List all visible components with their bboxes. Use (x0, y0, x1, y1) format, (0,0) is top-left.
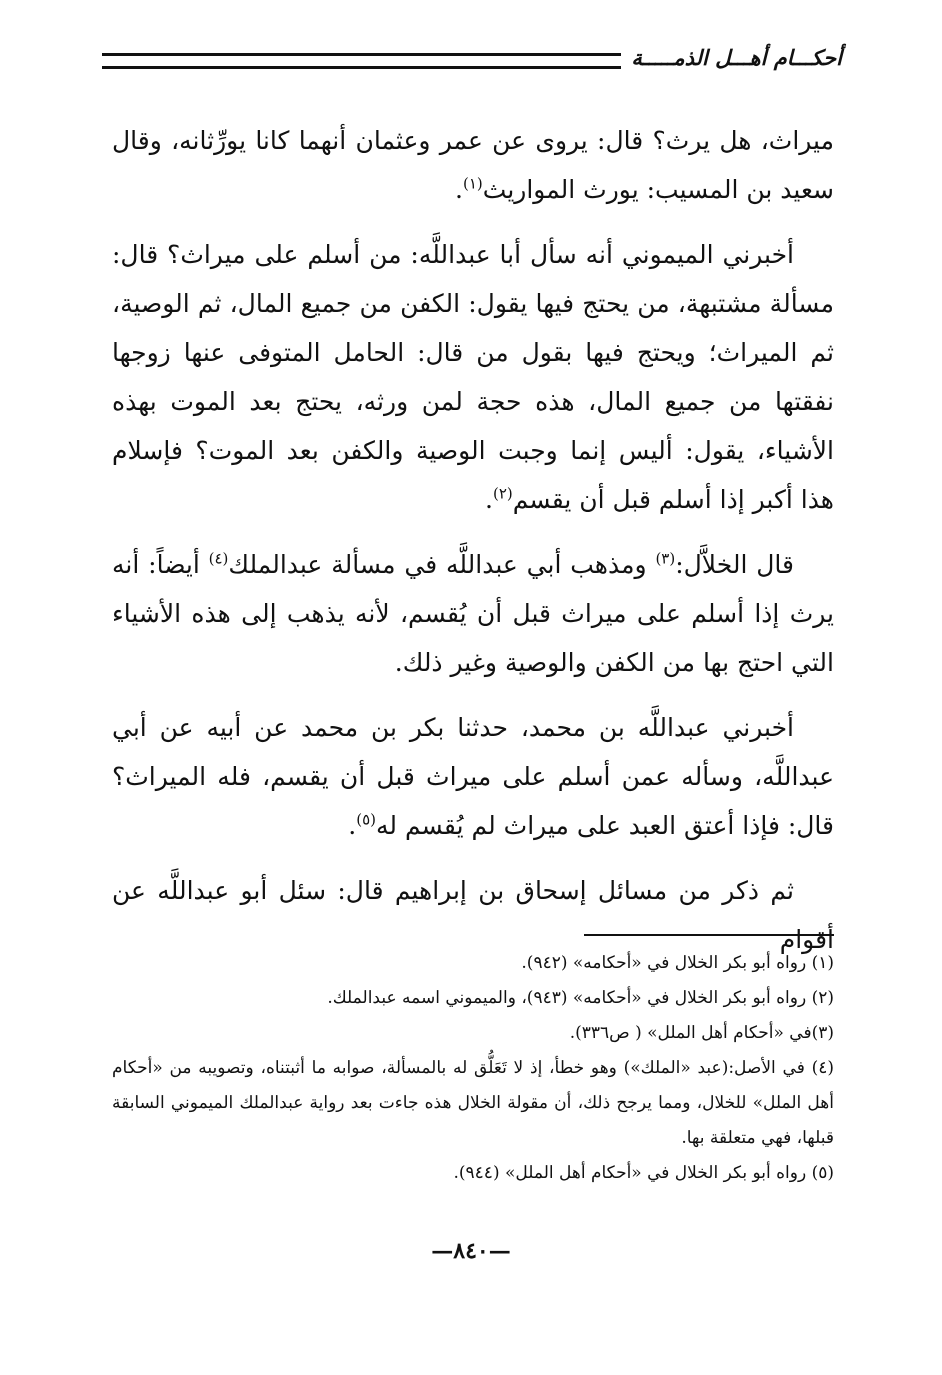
main-text (112, 116, 834, 980)
header-double-rule (102, 53, 621, 69)
paragraph-3: قال الخلاَّل:$^{(٣)}$ ومذهب أبي عبداللَّه في مسألة عبدالملك$^{(٤)}$ أيضاً: أنه يرث إذا أسلم على ميراث قبل أن يُقسم، لأنه يذهب إلى هذه الأشياء التي احتج بها من الكفن والوصية وغير ذلك. (112, 549, 834, 677)
footnote-ref-2: (٢) (492, 484, 513, 503)
footnotes (112, 946, 834, 1191)
footnote-separator (584, 934, 834, 936)
footnote-3: (٣)في «أحكام أهل الملل» ( ص٣٣٦). (569, 1023, 834, 1043)
footnote-4: (٤) في الأصل:(عبد «الملك») وهو خطأ، إذ لا تَعَلُّق له بالمسألة، صوابه ما أثبتناه، وتصويبه من «أحكام أهل الملل» للخلال، ومما يرجح ذلك، أن مقولة الخلال هذه جاءت بعد رواية عبدالملك الميموني السابقة قبلها، فهي متعلقة بها. (112, 1058, 834, 1148)
footnote-5: (٥) رواه أبو بكر الخلال في «أحكام أهل الملل» (٩٤٤). (453, 1163, 834, 1183)
running-header (102, 38, 842, 78)
header-title: أحكـــام أهـــل الذمـــــة (631, 46, 842, 70)
footnote-1: (١) رواه أبو بكر الخلال في «أحكامه» (٩٤٢). (521, 953, 834, 973)
footnote-ref-1: (١) (462, 174, 483, 193)
paragraph-2: أخبرني الميموني أنه سأل أبا عبداللَّه: من أسلم على ميراث؟ قال: مسألة مشتبهة، من يحتج فيها يقول: الكفن من جميع المال، ثم الوصية، ثم الميراث؛ ويحتج فيها بقول من قال: الحامل المتوفى عنها زوجها نفقتها من جميع المال، هذه حجة لمن ورثه، يحتج بعد الموت بهذه الأشياء، يقول: أليس إنما وجبت الوصية والكفن بعد الموت؟ فإسلام هذا أكبر إذا أسلم قبل أن يقسم$^{(٢)}$. (112, 240, 834, 514)
paragraph-5: ثم ذكر من مسائل إسحاق بن إبراهيم قال: سئل أبو عبداللَّه عن أقوام (112, 876, 834, 954)
paragraph-4: أخبرني عبداللَّه بن محمد، حدثنا بكر بن محمد عن أبيه عن أبي عبداللَّه، وسأله عمن أسلم على ميراث قبل أن يقسم، فله الميراث؟ قال: فإذا أعتق العبد على ميراث لم يُقسم له$^{(٥)}$. (112, 713, 834, 840)
footnote-2: (٢) رواه أبو بكر الخلال في «أحكامه» (٩٤٣)، والميموني اسمه عبدالملك. (327, 988, 834, 1008)
footnote-ref-3: (٣) (655, 549, 676, 568)
paragraph-1: ميراث، هل يرث؟ قال: يروى عن عمر وعثمان أنهما كانا يورِّثانه، وقال سعيد بن المسيب: يورث المواريث$^{(١)}$. (112, 126, 834, 204)
footnote-ref-4: (٤) (208, 549, 229, 568)
footnote-ref-5: (٥) (356, 810, 377, 829)
page-number: —٨٤٠— (431, 1238, 511, 1264)
